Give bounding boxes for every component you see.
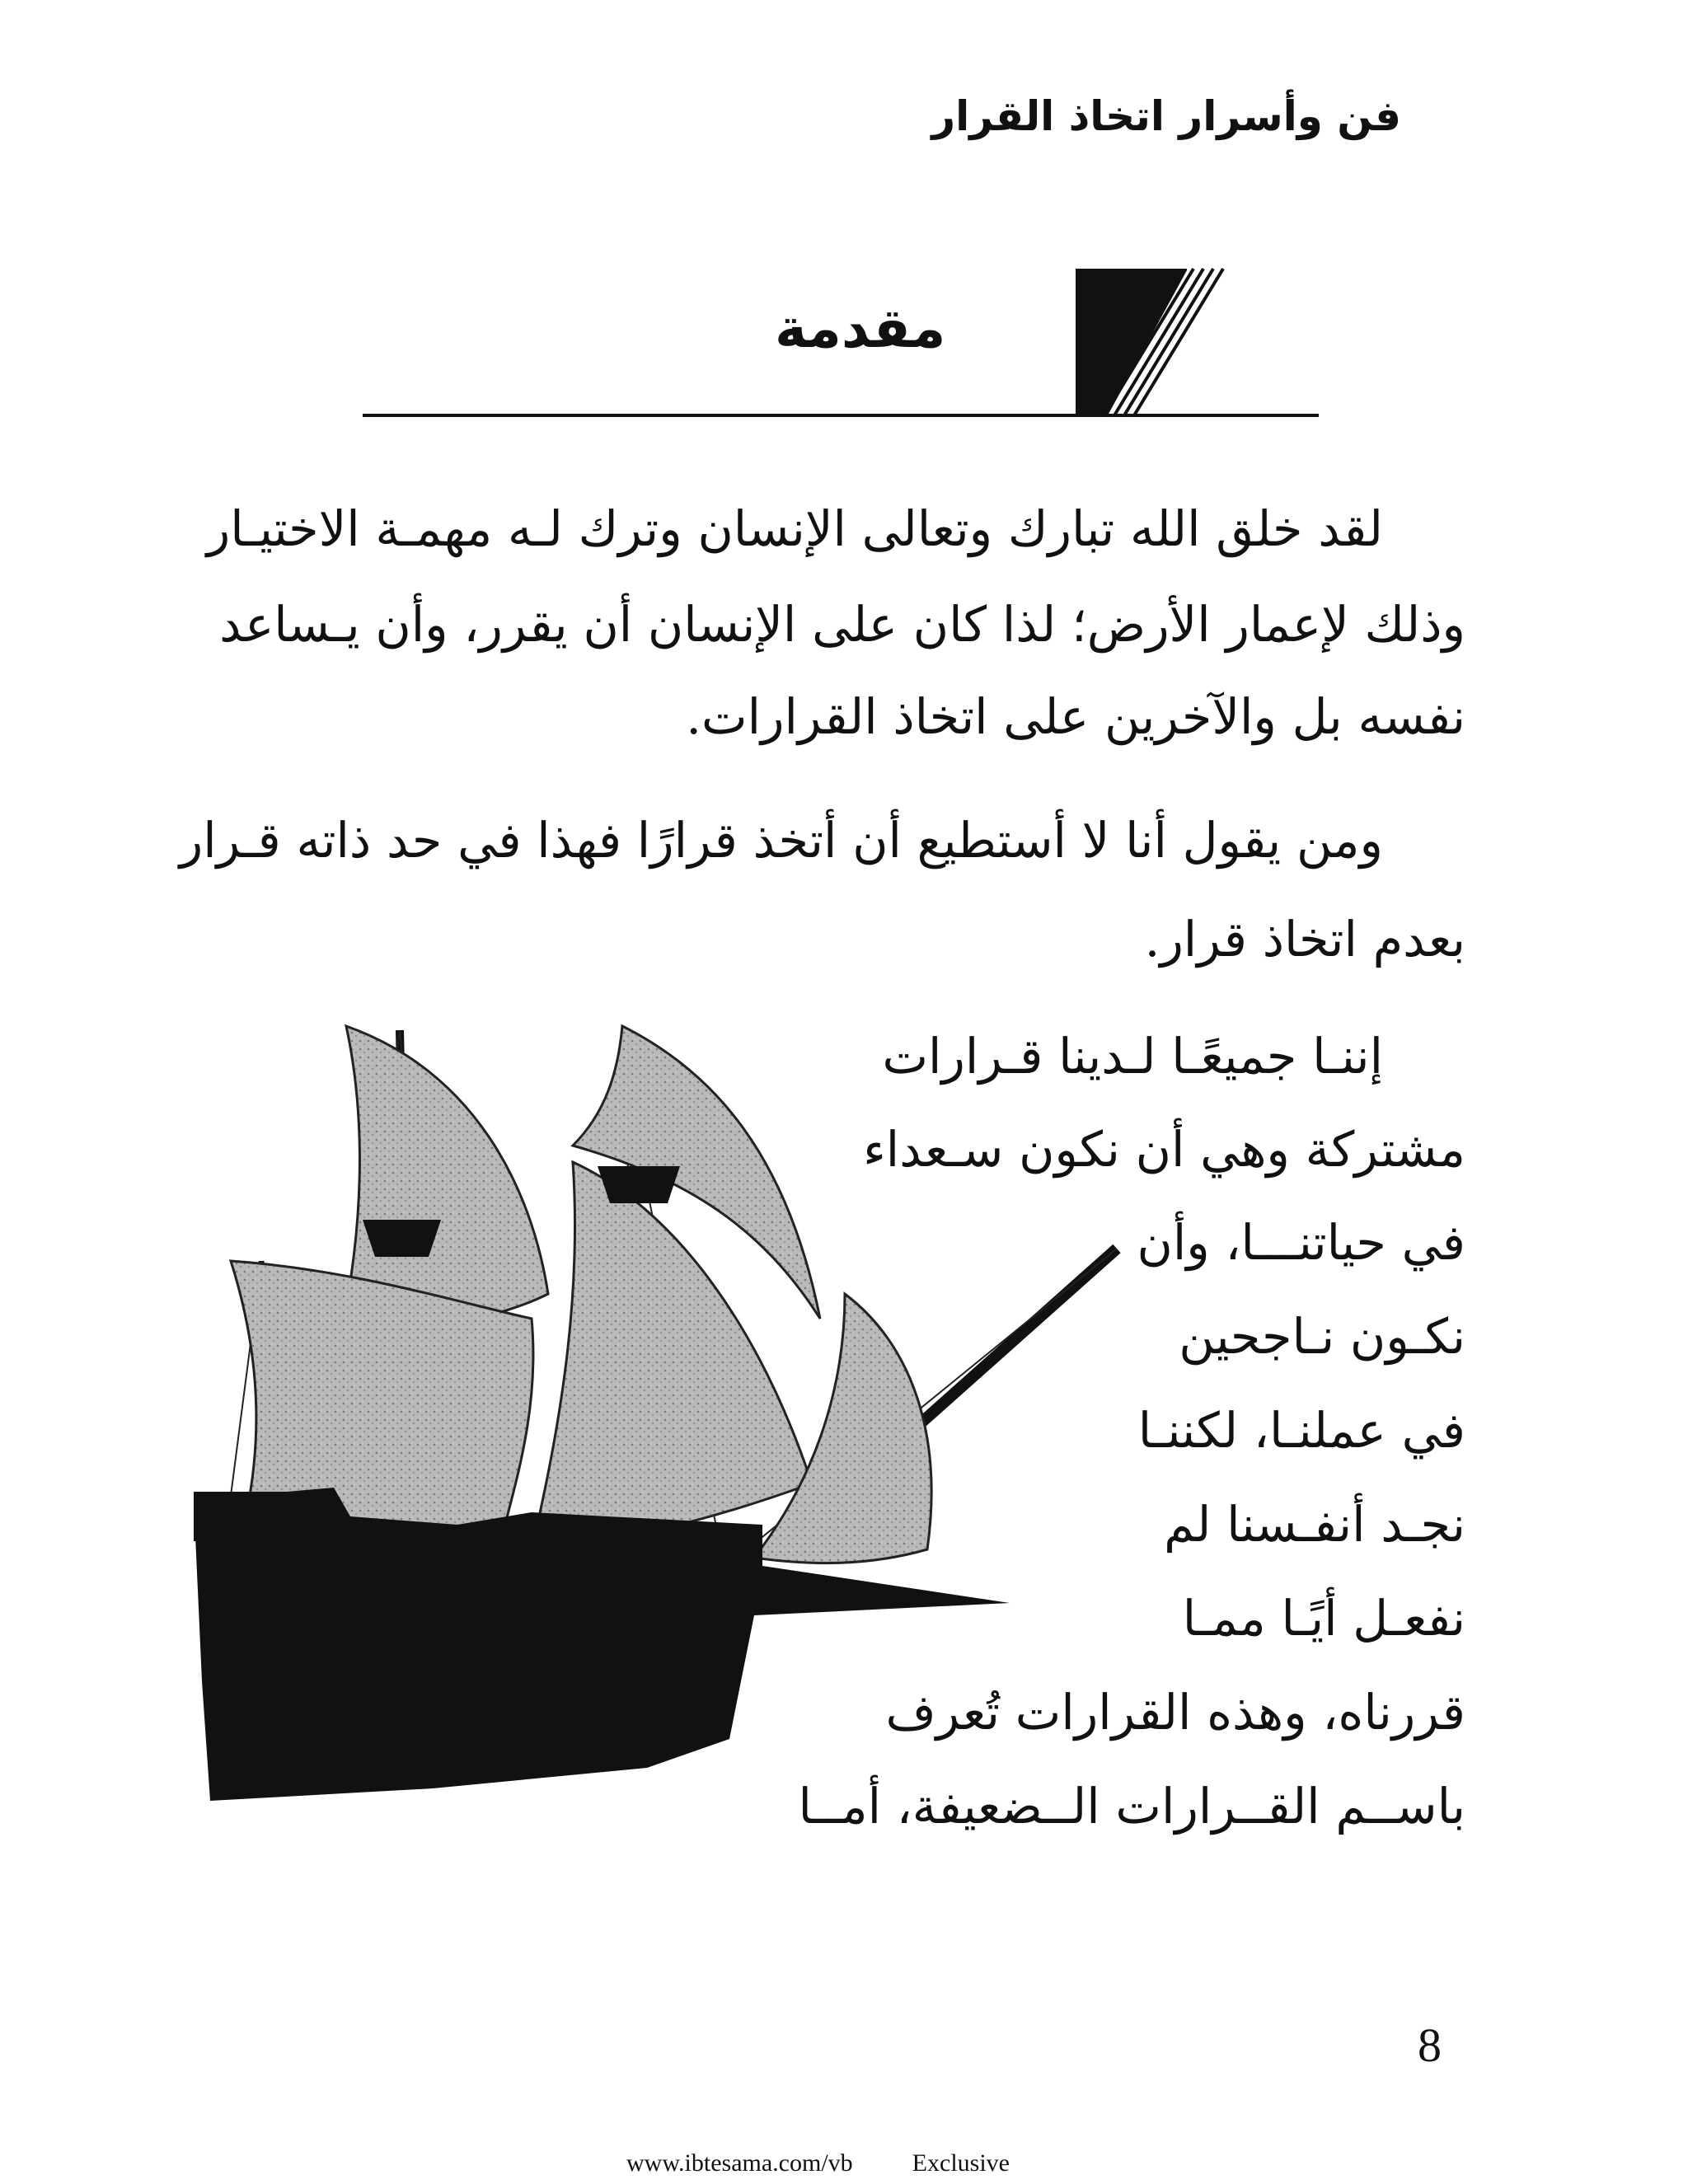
section-title: مقدمة bbox=[775, 297, 946, 360]
paragraph-line: في حياتنـــا، وأن bbox=[1137, 1214, 1465, 1271]
paragraph-line: نفعـل أيًـا ممـا bbox=[1182, 1590, 1465, 1647]
paragraph-line: نفسه بل والآخرين على اتخاذ القرارات. bbox=[686, 688, 1465, 745]
paragraph-line: ومن يقول أنا لا أستطيع أن أتخذ قرارًا فهذا في حد ذاته قـرار bbox=[179, 812, 1383, 869]
paragraph-line: بعدم اتخاذ قرار. bbox=[1144, 911, 1465, 968]
footer bbox=[626, 2149, 1010, 2177]
paragraph-line: نكـون نـاجحين bbox=[1179, 1308, 1465, 1365]
footer-label: Exclusive bbox=[912, 2149, 1010, 2177]
running-head-title: فن وأسرار اتخاذ القرار bbox=[931, 92, 1401, 140]
paragraph-line: قررناه، وهذه القرارات تُعرف bbox=[885, 1684, 1465, 1741]
paragraph-line: في عملنـا، لكننـا bbox=[1137, 1402, 1465, 1459]
paragraph-line: إننـا جميعًـا لـدينا قـرارات bbox=[882, 1028, 1383, 1085]
paragraph-line: باســم القــرارات الــضعيفة، أمــا bbox=[798, 1778, 1465, 1835]
paragraph-line: مشتركة وهي أن نكون سـعداء bbox=[863, 1121, 1465, 1178]
page-number: 8 bbox=[1418, 2018, 1442, 2072]
paragraph-line: وذلك لإعمار الأرض؛ لذا كان على الإنسان أن يقرر، وأن يـساعد bbox=[219, 596, 1465, 653]
paragraph-line: لقد خلق الله تبارك وتعالى الإنسان وترك لـه مهمـة الاختيـار bbox=[206, 500, 1383, 557]
paragraph-line: نجـد أنفـسنا لم bbox=[1164, 1496, 1465, 1553]
footer-website: www.ibtesama.com/vb bbox=[626, 2149, 853, 2177]
